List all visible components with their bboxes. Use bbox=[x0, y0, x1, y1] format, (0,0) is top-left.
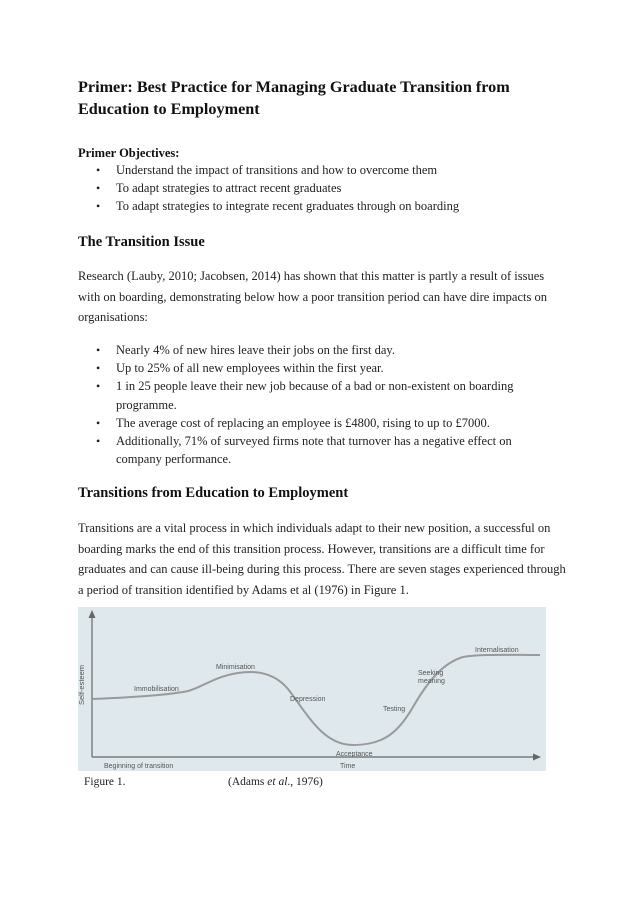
list-item: • 1 in 25 people leave their new job because of a bad or non-existent on boarding programme. bbox=[78, 377, 558, 413]
figure-caption bbox=[84, 776, 323, 788]
y-axis-label: Self-esteem bbox=[77, 664, 86, 706]
stage-label-immobilisation: Immobilisation bbox=[134, 686, 179, 693]
list-item: • Up to 25% of all new employees within the first year. bbox=[78, 359, 558, 377]
list-item: • To adapt strategies to attract recent graduates bbox=[78, 179, 558, 197]
stage-label-seeking: Seeking bbox=[418, 670, 444, 677]
citation-suffix: ., 1976) bbox=[287, 776, 323, 788]
figure-caption-label: Figure 1. bbox=[84, 776, 126, 788]
paragraph-transition-issue: Research (Lauby, 2010; Jacobsen, 2014) has shown that this matter is partly a result of issues with on boarding, demonstrating below how a poor transition period can have dire impacts on organisations: bbox=[78, 269, 547, 324]
x-axis-start-label: Beginning of transition bbox=[104, 763, 174, 770]
x-axis-arrow-icon bbox=[533, 754, 541, 761]
list-item: • Understand the impact of transitions and how to overcome them bbox=[78, 161, 558, 179]
stage-label-meaning: meaning bbox=[418, 678, 445, 685]
transition-curve-figure bbox=[78, 607, 546, 771]
stage-label-minimisation: Minimisation bbox=[216, 664, 255, 671]
objectives-heading: Primer Objectives: bbox=[78, 146, 180, 160]
figure-caption-citation bbox=[228, 776, 323, 788]
y-axis-arrow-icon bbox=[89, 610, 96, 618]
list-item: • To adapt strategies to integrate recent graduates through on boarding bbox=[78, 197, 558, 215]
list-item: • Additionally, 71% of surveyed firms note that turnover has a negative effect on company performance. bbox=[78, 432, 558, 468]
citation-prefix: (Adams bbox=[228, 776, 268, 788]
transition-curve-diagram bbox=[78, 607, 546, 771]
citation-italic: et al bbox=[267, 776, 288, 788]
section-heading-transitions: Transitions from Education to Employment bbox=[78, 485, 349, 501]
stage-label-testing: Testing bbox=[383, 706, 406, 713]
objectives-list bbox=[78, 161, 558, 215]
document-title: Primer: Best Practice for Managing Graduate Transition from Education to Employment bbox=[78, 78, 510, 118]
stage-label-internalisation: Internalisation bbox=[475, 647, 519, 654]
facts-list bbox=[78, 341, 558, 468]
x-axis-label: Time bbox=[340, 763, 356, 770]
list-item: • Nearly 4% of new hires leave their jobs on the first day. bbox=[78, 341, 558, 359]
section-heading-transition-issue: The Transition Issue bbox=[78, 234, 205, 250]
stage-label-acceptance: Acceptance bbox=[336, 751, 373, 758]
paragraph-transitions: Transitions are a vital process in which individuals adapt to their new position, a successful on boarding marks the end of this transition process. However, transitions are a difficult time for graduates and can cause ill-being during this process. There are seven stages experienced through a period of transition identified by Adams et al (1976) in Figure 1. bbox=[78, 521, 566, 597]
stage-label-depression: Depression bbox=[290, 696, 326, 703]
list-item: • The average cost of replacing an employee is £4800, rising to up to £7000. bbox=[78, 414, 558, 432]
